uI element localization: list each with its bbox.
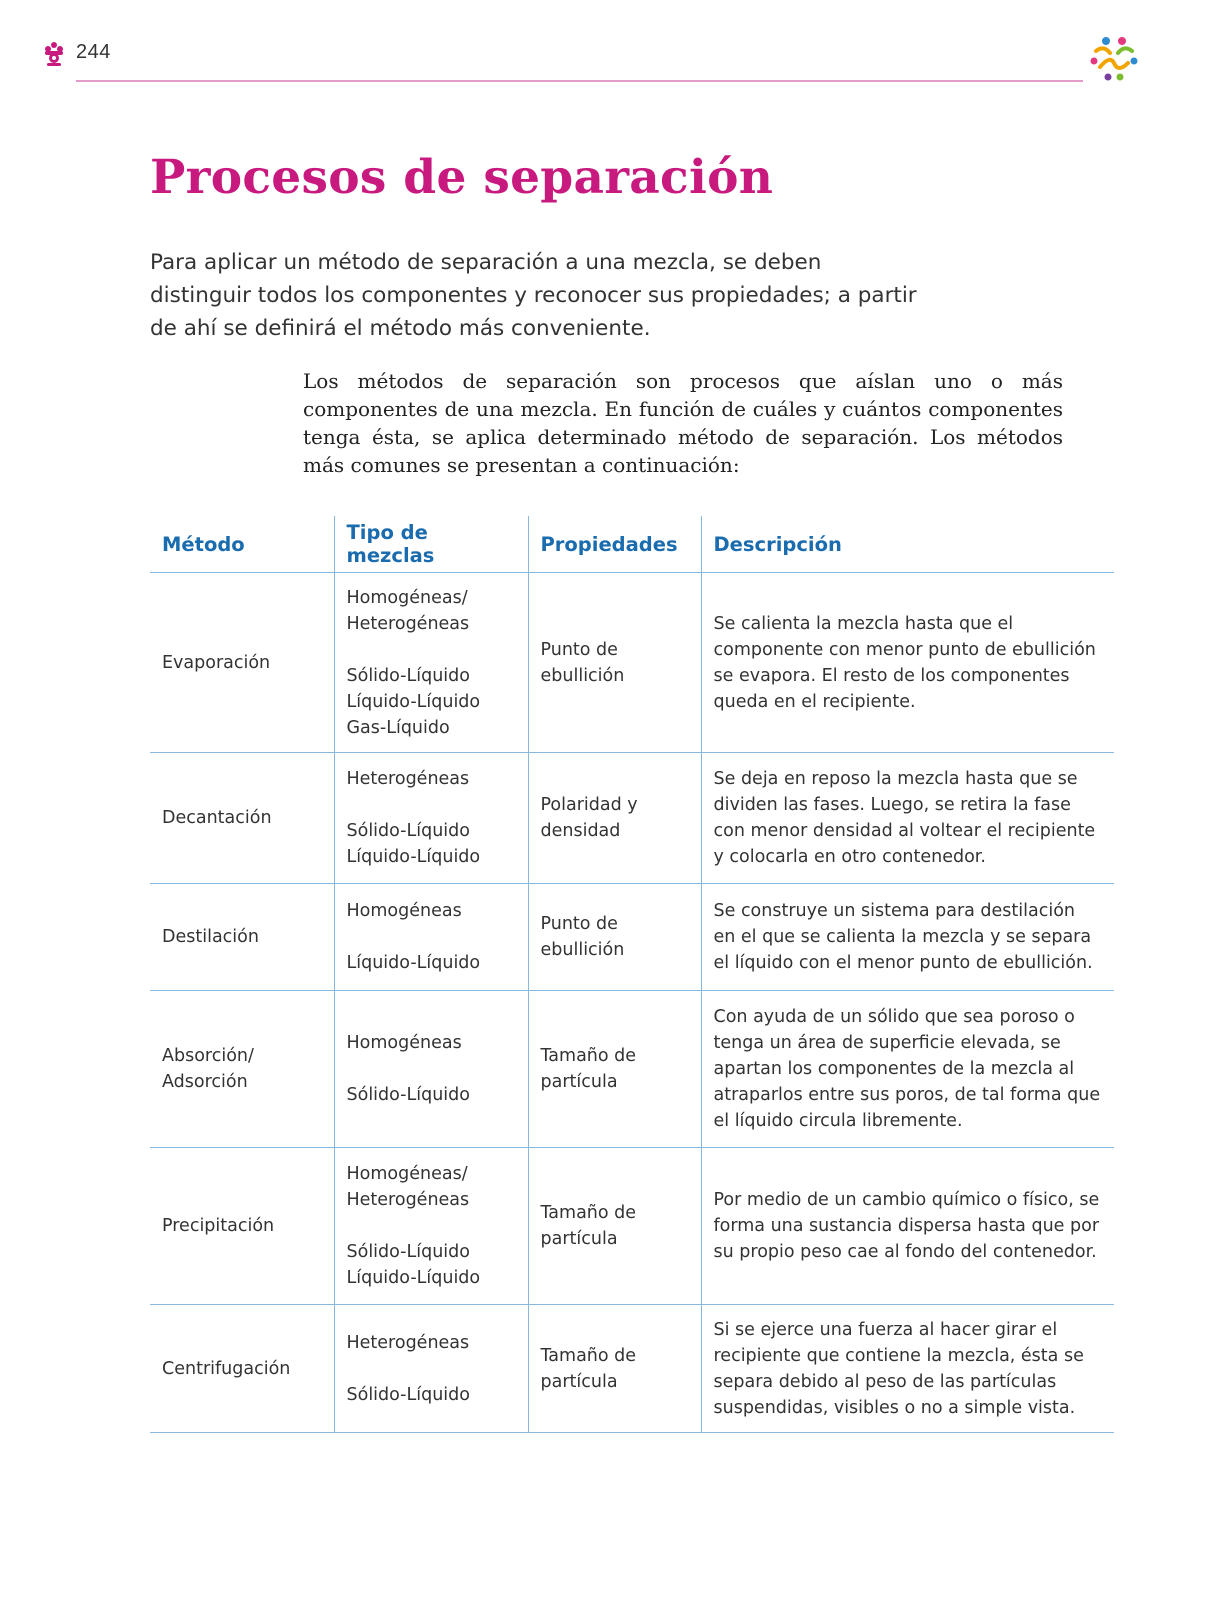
properties-cell: Tamaño de partícula	[528, 1305, 701, 1433]
method-cell: Precipitación	[150, 1148, 334, 1305]
page-title: Procesos de separación	[150, 150, 774, 205]
table-row	[150, 573, 1114, 753]
phase-item: Sólido-Líquido	[346, 1085, 470, 1105]
mix-phases	[347, 950, 516, 976]
phase-item: Sólido-Líquido	[346, 1242, 470, 1262]
properties-cell: Tamaño de partícula	[528, 1148, 701, 1305]
mix-phases	[347, 1239, 516, 1291]
mix-phases	[347, 663, 516, 741]
phase-item: Sólido-Líquido	[346, 821, 470, 841]
colorful-figure-logo-icon	[1086, 33, 1142, 85]
method-cell: Evaporación	[150, 573, 334, 753]
mix-phases	[347, 1382, 516, 1408]
table-header-row	[150, 516, 1114, 573]
mix-type: Heterogéneas	[346, 769, 470, 789]
mix-type: Homogéneas	[346, 901, 462, 921]
method-cell: Absorción/ Adsorción	[150, 991, 334, 1148]
description-cell: Se construye un sistema para destilación en el que se calienta la mezcla y se separa el líquido con el menor punto de ebullición.	[701, 884, 1114, 991]
properties-cell: Polaridad y densidad	[528, 753, 701, 884]
header-descripcion: Descripción	[701, 516, 1114, 573]
mix-phases	[347, 1082, 516, 1108]
method-cell: Decantación	[150, 753, 334, 884]
phase-item: Sólido-Líquido	[346, 1384, 470, 1405]
mix-type-cell	[334, 1148, 528, 1305]
separation-methods-table	[150, 516, 1114, 1433]
mix-type: Homogéneas/ Heterogéneas	[346, 587, 470, 634]
method-cell: Centrifugación	[150, 1305, 334, 1433]
phase-item: Líquido-Líquido	[346, 953, 481, 973]
mix-type-cell	[334, 991, 528, 1148]
table-row	[150, 991, 1114, 1148]
header-propiedades: Propiedades	[528, 516, 701, 573]
phase-item: Sólido-Líquido	[346, 665, 470, 686]
properties-cell: Punto de ebullición	[528, 884, 701, 991]
page-number: 244	[76, 41, 111, 63]
header-divider	[76, 80, 1083, 82]
description-cell: Con ayuda de un sólido que sea poroso o tenga un área de superficie elevada, se apartan los componentes de la mezcla al atraparlos entre sus poros, de tal forma que el líquido circula libremente.	[701, 991, 1114, 1148]
description-cell: Se deja en reposo la mezcla hasta que se dividen las fases. Luego, se retira la fase con menor densidad al voltear el recipiente y colocarla en otro contenedor.	[701, 753, 1114, 884]
phase-item: Líquido-Líquido	[346, 847, 481, 867]
mix-type-cell	[334, 573, 528, 753]
mix-phases	[347, 818, 516, 870]
mix-type: Heterogéneas	[346, 1332, 470, 1353]
phase-item: Líquido-Líquido	[346, 691, 481, 712]
table-row	[150, 884, 1114, 991]
phase-item: Gas-Líquido	[346, 717, 450, 738]
page-header	[0, 0, 1214, 100]
table-row	[150, 1148, 1114, 1305]
header-metodo: Método	[150, 516, 334, 573]
table-row	[150, 1305, 1114, 1433]
description-cell: Si se ejerce una fuerza al hacer girar el recipiente que contiene la mezcla, ésta se separa debido al peso de las partículas suspendidas, visibles o no a simple vista.	[701, 1305, 1114, 1433]
intro-paragraph: Para aplicar un método de separación a una mezcla, se deben distinguir todos los componentes y reconocer sus propiedades; a partir de ahí se definirá el método más conveniente.	[150, 250, 917, 341]
properties-cell: Punto de ebullición	[528, 573, 701, 753]
secondary-paragraph: Los métodos de separación son procesos que aíslan uno o más componentes de una mezcla. En función de cuáles y cuántos componentes tenga ésta, se aplica determinado método de separación. Los métodos más comunes se presentan a continuación:	[303, 369, 1063, 477]
mix-type-cell	[334, 1305, 528, 1433]
mix-type-cell	[334, 884, 528, 991]
properties-cell: Tamaño de partícula	[528, 991, 701, 1148]
header-tipo-de-mezclas: Tipo de mezclas	[334, 516, 528, 573]
method-cell: Destilación	[150, 884, 334, 991]
description-cell: Se calienta la mezcla hasta que el componente con menor punto de ebullición se evapora. El resto de los componentes queda en el recipiente.	[701, 573, 1114, 753]
flower-emblem-icon	[42, 40, 66, 68]
mix-type: Homogéneas/ Heterogéneas	[346, 1164, 470, 1210]
mix-type-cell	[334, 753, 528, 884]
mix-type: Homogéneas	[346, 1033, 462, 1053]
description-cell: Por medio de un cambio químico o físico, se forma una sustancia dispersa hasta que por su propio peso cae al fondo del contenedor.	[701, 1148, 1114, 1305]
phase-item: Líquido-Líquido	[346, 1268, 481, 1288]
table-row	[150, 753, 1114, 884]
